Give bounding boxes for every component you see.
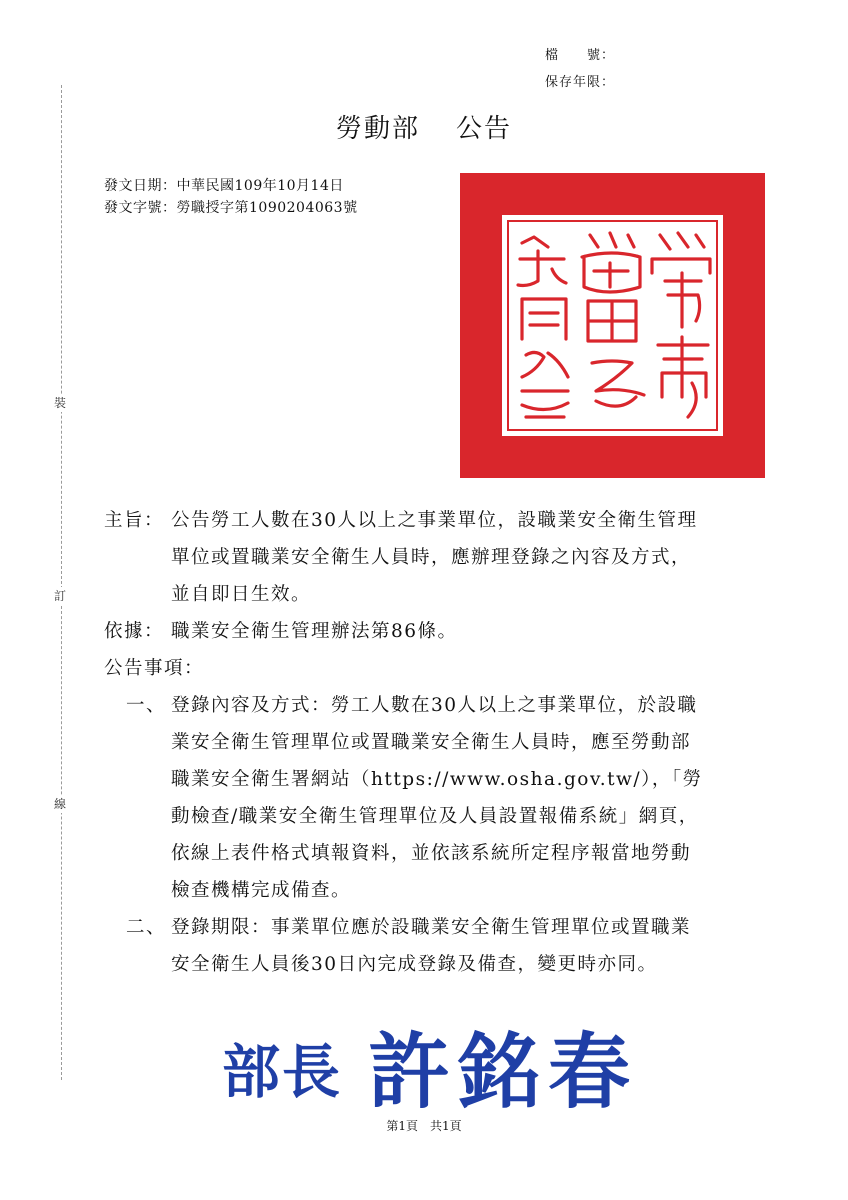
document-title	[0, 108, 848, 145]
minister-signature	[222, 1010, 642, 1120]
page-number: 第1頁 共1頁	[386, 1119, 462, 1133]
basis-text: 職業安全衛生管理辦法第86條。	[171, 621, 458, 642]
seal-graphic	[460, 173, 765, 478]
item-line: 安全衛生人員後30日內完成登錄及備查，變更時亦同。	[171, 954, 658, 975]
basis-label: 依據：	[104, 621, 165, 642]
subject-content	[171, 502, 698, 613]
item-line: 檢查機構完成備查。	[171, 880, 352, 901]
retention-period-label: 保存年限：	[545, 75, 616, 90]
subject-label: 主旨：	[104, 510, 165, 531]
subject-line: 公告勞工人數在30人以上之事業單位，設職業安全衛生管理	[171, 510, 698, 531]
announcement-item-2	[104, 909, 784, 983]
subject-line: 單位或置職業安全衛生人員時，應辦理登錄之內容及方式，	[171, 547, 692, 568]
issuing-agency: 勞動部	[335, 114, 420, 144]
binding-mark-zhuang: 裝	[54, 396, 67, 410]
document-type: 公告	[456, 114, 513, 144]
item-line: 依線上表件格式填報資料，並依該系統所定程序報當地勞動	[171, 843, 692, 864]
subject-line: 並自即日生效。	[171, 584, 312, 605]
announcement-items-heading: 公告事項：	[104, 658, 205, 679]
item-content	[171, 687, 703, 909]
issue-date: 發文日期：中華民國109年10月14日	[104, 178, 344, 194]
item-line: 登錄內容及方式：勞工人數在30人以上之事業單位，於設職	[171, 695, 698, 716]
minister-title: 部長	[222, 1038, 343, 1106]
item-number: 一、	[126, 695, 167, 716]
item-line: 登錄期限：事業單位應於設職業安全衛生管理單位或置職業	[171, 917, 692, 938]
item-content	[171, 909, 691, 983]
official-seal	[460, 173, 765, 478]
file-number-label: 檔 號：	[545, 48, 616, 63]
item-line: 業安全衛生管理單位或置職業安全衛生人員時，應至勞動部	[171, 732, 692, 753]
binding-line	[61, 85, 62, 1080]
binding-mark-xian: 線	[54, 797, 67, 811]
item-line: 職業安全衛生署網站（https://www.osha.gov.tw/），「勞	[171, 769, 703, 790]
subject-section	[104, 502, 784, 613]
issue-reference-number: 發文字號：勞職授字第1090204063號	[104, 200, 358, 216]
item-line: 動檢查/職業安全衛生管理單位及人員設置報備系統」網頁，	[171, 806, 699, 827]
basis-section	[104, 613, 784, 650]
minister-name: 許銘春	[368, 1025, 639, 1120]
item-number: 二、	[126, 917, 167, 938]
signature-graphic	[222, 1010, 642, 1120]
binding-mark-ding: 訂	[54, 589, 67, 603]
announcement-item-1	[104, 687, 784, 909]
